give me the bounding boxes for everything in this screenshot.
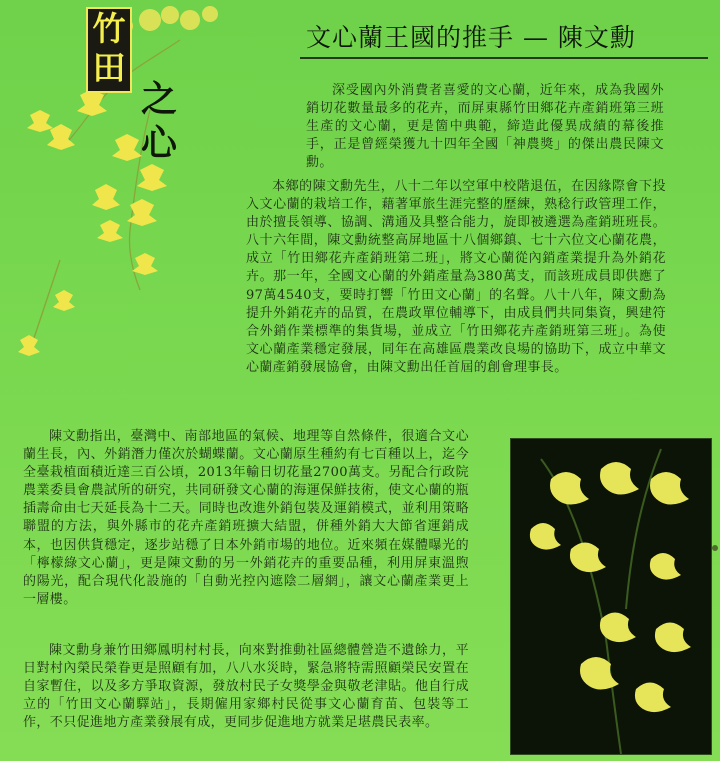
logo-title-box	[86, 7, 132, 93]
article-paragraph-1: 深受國內外消費者喜愛的文心蘭，近年來，成為我國外銷切花數量最多的花卉，而屏東縣竹田鄉花卉產銷班第三班生產的文心蘭，更是箇中典範，締造此優異成績的幕後推手，正是曾經榮獲九十四年全國「神農獎」的傑出農民陳文勳。	[306, 83, 664, 171]
article-title: 文心蘭王國的推手 — 陳文勳	[306, 23, 636, 52]
orchid-photo	[510, 438, 712, 755]
title-underline	[300, 57, 708, 59]
logo-subtitle	[139, 78, 179, 166]
logo-char-1: 竹	[92, 9, 126, 48]
logo-sub-char-2: 心	[140, 123, 177, 164]
article-paragraph-2: 本鄉的陳文勳先生，八十二年以空軍中校階退伍，在因緣際會下投入文心蘭的栽培工作，藉著軍旅生涯完整的歷練，熟稔行政管理工作，由於擅長領導、協調、溝通及具整合能力，旋即被遴選為產銷班班長。八十六年間，陳文勳統整高屏地區十八個鄉鎮、七十六位文心蘭花農，成立「竹田鄉花卉產銷班第二班」，將文心蘭從內銷產業提升為外銷花卉。那一年，全國文心蘭的外銷產量為380萬支，而該班成員即供應了97萬4540支，要時打響「竹田文心蘭」的名聲。八十八年，陳文勳為提升外銷花卉的品質，在農政單位輔導下，由成員們共同集資，興建符合外銷作業標準的集貨場，並成立「竹田鄉花卉產銷班第三班」。為使文心蘭產業穩定發展，同年在高雄區農業改良場的協助下，成立中華文心蘭產銷發展協會，由陳文勳出任首屆的創會理事長。	[246, 179, 666, 375]
article-paragraph-4: 陳文勳身兼竹田鄉鳳明村村長，向來對推動社區總體營造不遺餘力，平日對村內榮民榮眷更是照顧有加，八八水災時，緊急將特需照顧榮民安置在自家暫住，以及多方爭取資源，發放村民子女獎學金與敬老津貼。他自行成立的「竹田文心蘭驛站」，長期僱用家鄉村民從事文心蘭育苗、包裝等工作，不只促進地方產業發展有成，更同步促進地方就業足堪農民表率。	[23, 643, 469, 731]
logo-sub-char-1: 之	[140, 79, 177, 120]
pushpin-dot	[712, 545, 718, 551]
article-paragraph-3: 陳文勳指出，臺灣中、南部地區的氣候、地理等自然條件，很適合文心蘭生長，內、外銷潛力僅次於蝴蝶蘭。文心蘭原生種約有七百種以上，迄今全臺栽植面積近達三百公頃，2013年輸日切花量2700萬支。另配合行政院農業委員會農試所的研究，共同研發文心蘭的海運保鮮技術，使文心蘭的瓶插壽命由七天延長為十二天。同時也改進外銷包裝及運銷模式，並利用策略聯盟的方法，與外縣市的花卉產銷班擴大結盟，併種外銷大大節省運銷成本，也因供貨穩定，逐步站穩了日本外銷市場的地位。近來頻在媒體曝光的「檸檬綠文心蘭」，更是陳文勳的另一外銷花卉的重要品種，利用屏東溫煦的陽光，配合現代化設施的「自動光控內遮陰二層網」，讓文心蘭產業更上一層樓。	[23, 429, 469, 607]
logo-char-2: 田	[92, 48, 126, 87]
